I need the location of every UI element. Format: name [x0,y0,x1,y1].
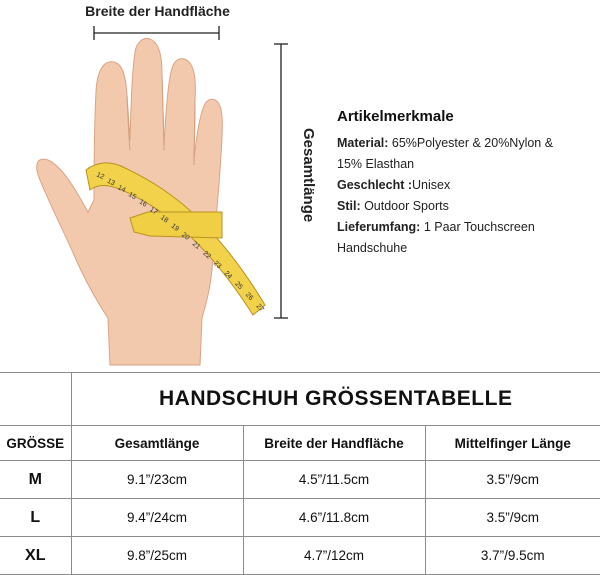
tape-number: 20 [180,231,191,242]
total-length-cell: 9.4”/24cm [71,499,243,537]
size-chart-table [0,372,600,575]
tape-number: 14 [116,184,127,195]
material-label: Material: [337,136,389,150]
header-middle-finger-length: Mittelfinger Länge [425,426,600,461]
feature-material [337,133,587,175]
gender-value: Unisex [412,178,451,192]
header-size: GRÖSSE [0,426,71,461]
total-length-cell: 9.1”/23cm [71,461,243,499]
scope-value-line2: Handschuhe [337,241,408,255]
features-panel [337,108,587,259]
palm-width-cell: 4.6”/11.8cm [243,499,425,537]
header-palm-width: Breite der Handfläche [243,426,425,461]
scope-label: Lieferumfang: [337,220,421,234]
middle-finger-cell: 3.5”/9cm [425,499,600,537]
tape-number: 15 [127,191,138,202]
feature-scope [337,217,587,259]
palm-width-label: Breite der Handfläche [85,3,230,19]
palm-width-dimension-line [94,26,219,40]
feature-gender [337,175,587,196]
table-header-row [0,426,600,461]
middle-finger-cell: 3.7”/9.5cm [425,537,600,575]
hand-shape [37,39,223,366]
table-row [0,461,600,499]
tape-number: 13 [105,177,116,188]
feature-style [337,196,587,217]
features-title: Artikelmerkmale [337,108,454,125]
table-corner-cell [0,373,71,426]
tape-number: 24 [222,270,234,281]
material-value-line2: 15% Elasthan [337,157,415,171]
tape-number: 23 [211,259,223,271]
total-length-dimension-line [274,44,288,318]
tape-number: 21 [190,240,202,251]
table-row [0,537,600,575]
material-value: 65%Polyester & 20%Nylon & [388,136,554,150]
tape-number: 12 [95,171,106,182]
size-cell: L [0,499,71,537]
header-total-length: Gesamtlänge [71,426,243,461]
palm-width-cell: 4.5”/11.5cm [243,461,425,499]
size-chart-title: HANDSCHUH GRÖSSENTABELLE [71,373,600,426]
tape-number: 22 [201,250,212,261]
tape-number: 19 [169,222,180,233]
tape-number: 27 [254,302,265,314]
palm-width-cell: 4.7”/12cm [243,537,425,575]
table-row [0,499,600,537]
gender-label: Geschlecht : [337,178,413,192]
total-length-label: Gesamtlänge [300,127,317,223]
total-length-cell: 9.8”/25cm [71,537,243,575]
size-cell: M [0,461,71,499]
middle-finger-cell: 3.5”/9cm [425,461,600,499]
style-value: Outdoor Sports [360,199,449,213]
tape-number: 26 [243,291,255,302]
tape-number: 18 [158,214,170,225]
tape-number: 25 [233,280,244,292]
tape-number: 16 [137,198,148,209]
size-cell: XL [0,537,71,575]
tape-number: 17 [148,206,159,217]
scope-value: 1 Paar Touchscreen [420,220,535,234]
style-label: Stil: [337,199,361,213]
